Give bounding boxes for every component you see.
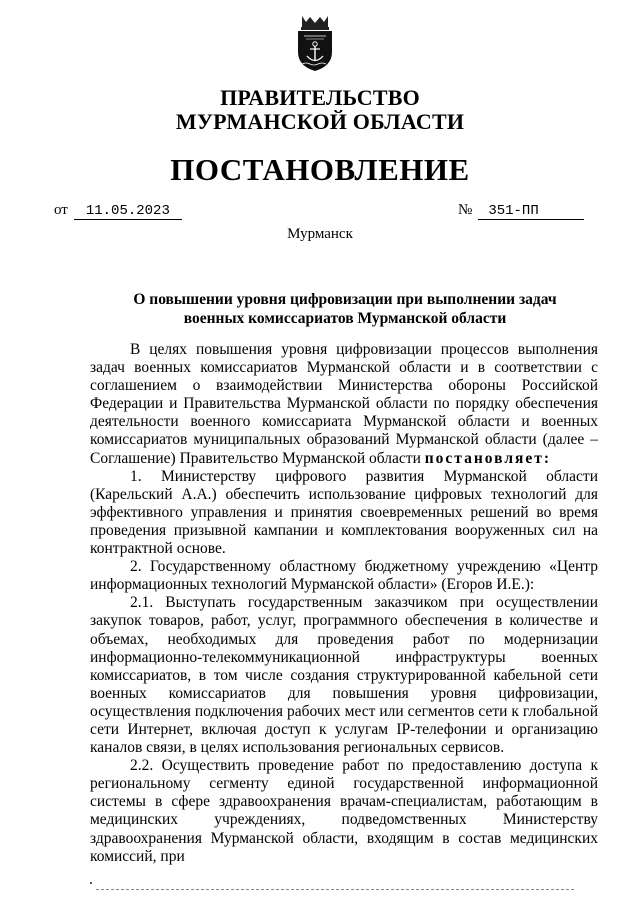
document-date: 11.05.2023 — [74, 203, 182, 220]
document-number: 351-ПП — [478, 203, 584, 220]
item-2-1: 2.1. Выступать государственным заказчиком при осуществлении закупок товаров, работ, услуг, программного обеспечения в количестве и объемах, необходимых для проведения работ по модернизации информационно-телекоммуникационной инфраструктуры военных комиссариатов, в том числе создания структурированной кабельной сети военных комиссариатов для повышения уровня цифровизации, осуществления подключения рабочих мест или сегментов сети к глобальной сети Интернет, включая доступ к услугам IP-телефонии и организацию каналов связи, в целях использования региональных сервисов. — [90, 594, 598, 757]
number-prefix: № — [458, 202, 473, 218]
preamble-paragraph — [90, 341, 598, 468]
footer-mark — [90, 882, 92, 884]
resolves-word: постановляет: — [424, 449, 552, 467]
date-prefix: от — [54, 202, 68, 218]
subject-line1: О повышении уровня цифровизации при выполнении задач — [133, 291, 557, 308]
item-2-2: 2.2. Осуществить проведение работ по предоставлению доступа к региональному сегменту единой государственной информационной системы в сфере здравоохранения врачам-специалистам, работающим в медицинских учреждениях, подведомственных Министерству здравоохранения Мурманской области, входящим в состав медицинских комиссий, при — [90, 757, 598, 865]
document-body — [90, 341, 598, 866]
date-row — [54, 202, 182, 220]
coat-of-arms-icon — [292, 14, 338, 72]
city: Мурманск — [287, 226, 353, 242]
org-title-line2: МУРМАНСКОЙ ОБЛАСТИ — [175, 109, 465, 134]
number-row — [458, 202, 584, 220]
preamble-text: В целях повышения уровня цифровизации процессов выполнения задач военных комиссариатов Мурманской области и в соответствии с соглашением о взаимодействии Министерства обороны Российской Федерации и Правительства Мурманской области по порядку обеспечения деятельности военного комиссариата Мурманской области и военных комиссариатов муниципальных образований Мурманской области (далее – Соглашение) Правительство Мурманской области — [90, 341, 598, 467]
item-2: 2. Государственному областному бюджетному учреждению «Центр информационных технологий Мурманской области» (Егоров И.Е.): — [90, 558, 598, 594]
document-type: ПОСТАНОВЛЕНИЕ — [170, 152, 470, 187]
footer-divider — [96, 889, 574, 890]
item-1: 1. Министерству цифрового развития Мурманской области (Карельский А.А.) обеспечить использование цифровых технологий для эффективного управления и принятия своевременных решений во время проведения призывной кампании и комплектования вооруженных сил на контрактной основе. — [90, 467, 598, 558]
org-title-line1: ПРАВИТЕЛЬСТВО — [220, 85, 420, 110]
subject-line2: военных комиссариатов Мурманской области — [183, 310, 507, 327]
document-subject — [90, 290, 600, 328]
